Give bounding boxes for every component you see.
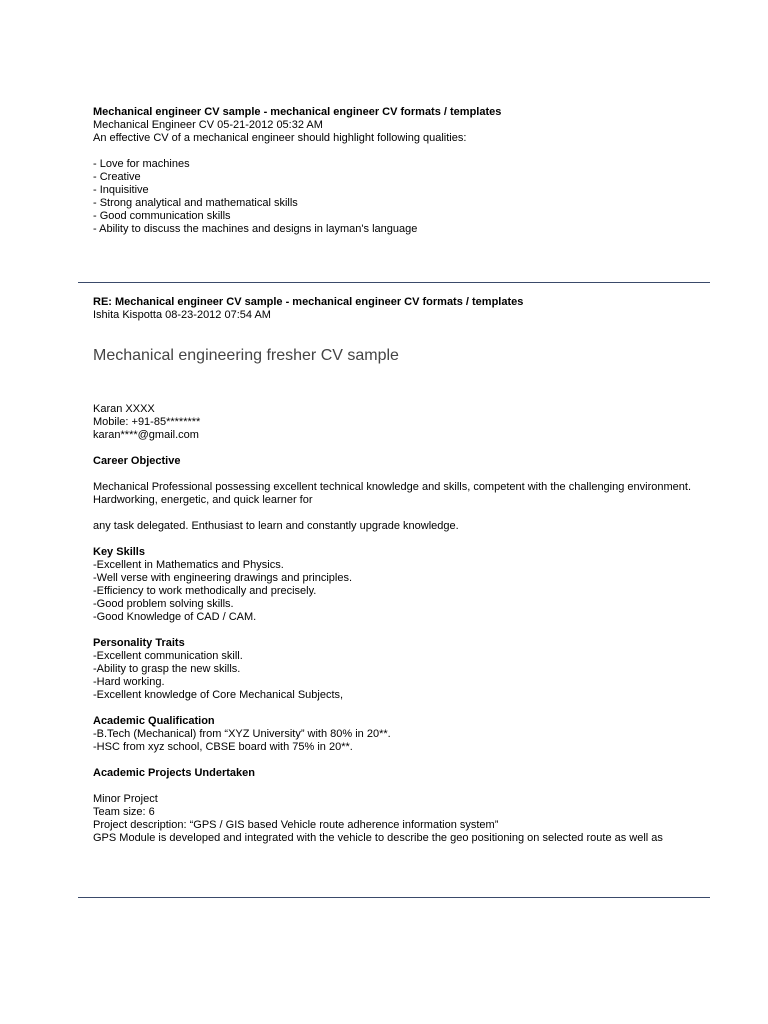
qualities-list bbox=[93, 158, 728, 236]
list-item: - Strong analytical and mathematical skills bbox=[93, 197, 298, 209]
post-divider bbox=[78, 897, 710, 898]
list-item: -B.Tech (Mechanical) from “XYZ University” with 80% in 20**. bbox=[93, 728, 391, 740]
post-intro: An effective CV of a mechanical engineer should highlight following qualities: bbox=[93, 132, 467, 144]
project-details: GPS Module is developed and integrated with the vehicle to describe the geo positioning on selected route as well as bbox=[93, 832, 663, 844]
career-objective-paragraph: any task delegated. Enthusiast to learn and constantly upgrade knowledge. bbox=[93, 520, 459, 532]
list-item: -Ability to grasp the new skills. bbox=[93, 663, 241, 675]
project-name: Minor Project bbox=[93, 793, 158, 805]
list-item: - Creative bbox=[93, 171, 141, 183]
list-item: -Excellent in Mathematics and Physics. bbox=[93, 559, 284, 571]
project-team-size: Team size: 6 bbox=[93, 806, 155, 818]
list-item: -Good problem solving skills. bbox=[93, 598, 234, 610]
career-objective-paragraph: Mechanical Professional possessing excellent technical knowledge and skills, competent with the challenging environment. Hardworking, energetic, and quick learner for bbox=[93, 481, 692, 506]
cv-heading: Mechanical engineering fresher CV sample bbox=[93, 347, 399, 364]
section-heading-personality-traits: Personality Traits bbox=[93, 637, 185, 649]
academic-projects-body bbox=[93, 793, 728, 845]
candidate-mobile: Mobile: +91-85******** bbox=[93, 416, 201, 428]
post-title[interactable]: Mechanical engineer CV sample - mechanical engineer CV formats / templates bbox=[93, 106, 502, 118]
candidate-name: Karan XXXX bbox=[93, 403, 155, 415]
list-item: -Excellent knowledge of Core Mechanical Subjects, bbox=[93, 689, 344, 701]
key-skills-list bbox=[93, 559, 728, 624]
candidate-email: karan****@gmail.com bbox=[93, 429, 199, 441]
list-item: -HSC from xyz school, CBSE board with 75% in 20**. bbox=[93, 741, 353, 753]
list-item: - Love for machines bbox=[93, 158, 190, 170]
forum-post-reply bbox=[93, 296, 728, 845]
list-item: -Hard working. bbox=[93, 676, 165, 688]
list-item: - Inquisitive bbox=[93, 184, 149, 196]
post-title[interactable]: RE: Mechanical engineer CV sample - mechanical engineer CV formats / templates bbox=[93, 296, 524, 308]
list-item: -Good Knowledge of CAD / CAM. bbox=[93, 611, 257, 623]
section-heading-career-objective: Career Objective bbox=[93, 455, 181, 467]
section-heading-academic-qualification: Academic Qualification bbox=[93, 715, 215, 727]
list-item: -Excellent communication skill. bbox=[93, 650, 243, 662]
forum-post-original bbox=[93, 106, 728, 236]
career-objective-body bbox=[93, 481, 728, 533]
list-item: - Good communication skills bbox=[93, 210, 231, 222]
post-meta: Mechanical Engineer CV 05-21-2012 05:32 AM bbox=[93, 119, 323, 131]
list-item: - Ability to discuss the machines and designs in layman's language bbox=[93, 223, 418, 235]
contact-block bbox=[93, 403, 728, 442]
section-heading-academic-projects: Academic Projects Undertaken bbox=[93, 767, 256, 779]
list-item: -Well verse with engineering drawings and principles. bbox=[93, 572, 353, 584]
project-description: Project description: “GPS / GIS based Vehicle route adherence information system” bbox=[93, 819, 499, 831]
post-divider bbox=[78, 282, 710, 283]
post-meta: Ishita Kispotta 08-23-2012 07:54 AM bbox=[93, 309, 271, 321]
list-item: -Efficiency to work methodically and precisely. bbox=[93, 585, 317, 597]
academic-qualification-list bbox=[93, 728, 728, 754]
personality-traits-list bbox=[93, 650, 728, 702]
section-heading-key-skills: Key Skills bbox=[93, 546, 145, 558]
